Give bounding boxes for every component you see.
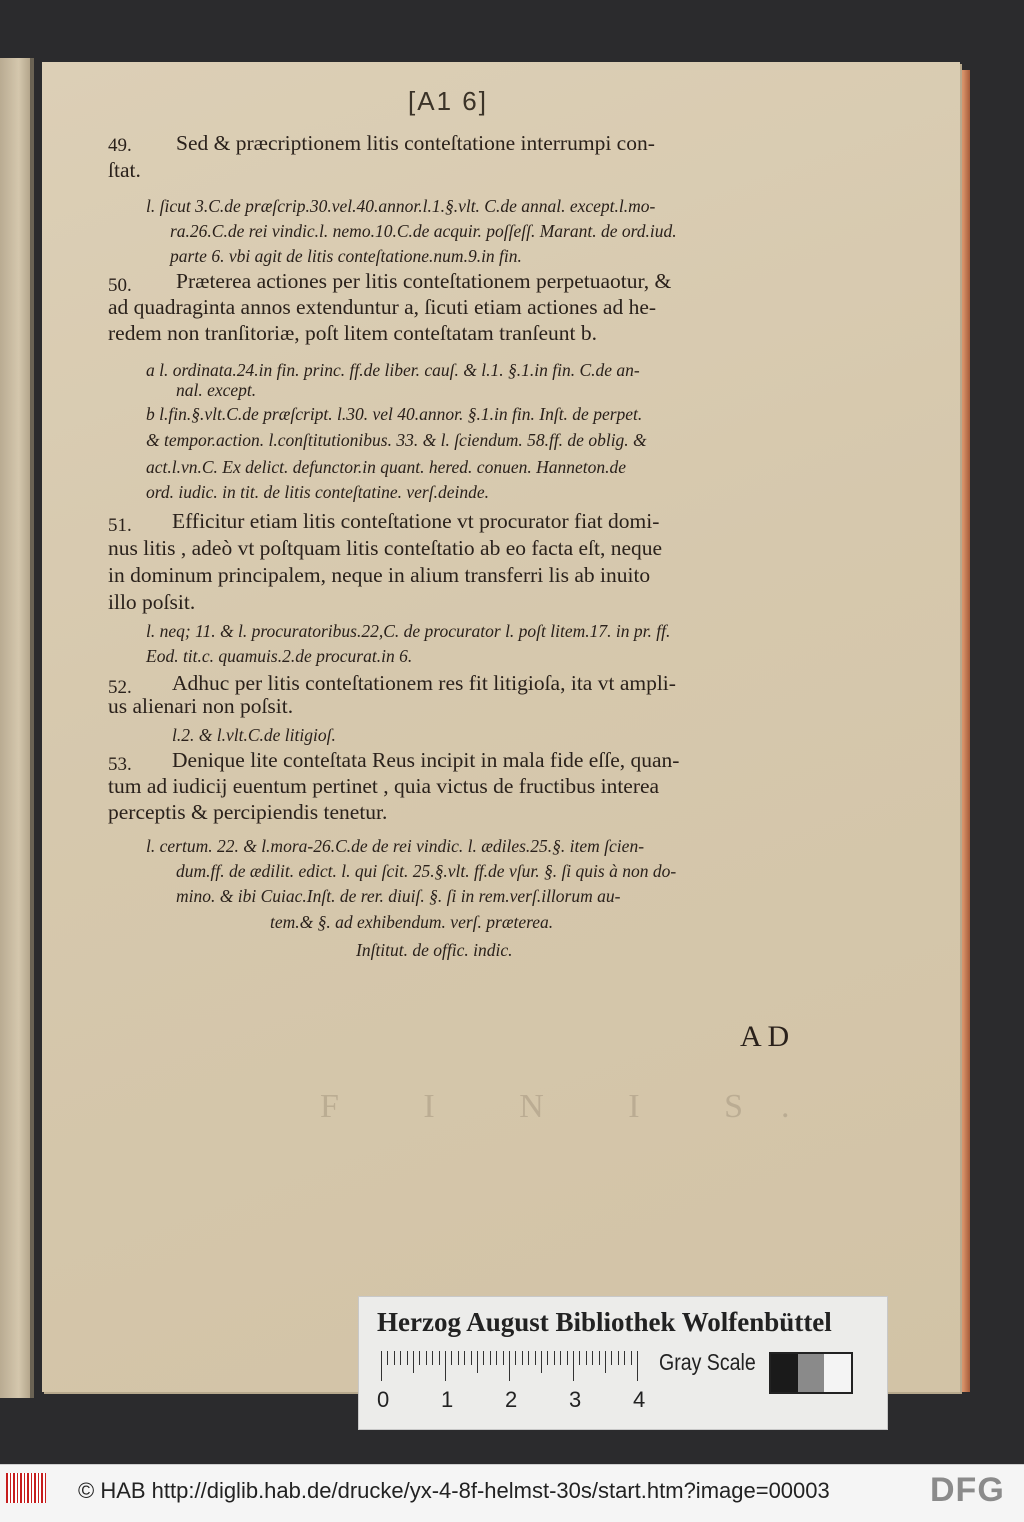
gray-scale-label: Gray Scale [659, 1349, 756, 1375]
ruler-tick [400, 1351, 401, 1365]
paragraph-line: nus litis , adeò vt poſtquam litis conteſtatio ab eo facta eſt, neque [108, 536, 663, 560]
ruler-tick [560, 1351, 561, 1365]
ruler-tick [477, 1351, 478, 1373]
measurement-ruler [381, 1351, 643, 1381]
ruler-tick [451, 1351, 452, 1365]
gray-scale-swatch [769, 1352, 853, 1394]
paragraph-line: us alienari non poſsit. [108, 694, 294, 718]
footnote-line: Inſtitut. de offic. indic. [356, 940, 513, 960]
ruler-tick [522, 1351, 523, 1365]
section-number: 49. [108, 135, 132, 156]
ruler-tick [381, 1351, 382, 1381]
ruler-tick [503, 1351, 504, 1365]
paragraph-line: ſtat. [108, 158, 141, 182]
ruler-tick [631, 1351, 632, 1365]
footnote-line: l. neq; 11. & l. procuratoribus.22,C. de procurator l. poſt litem.17. in pr. ff. [146, 621, 671, 641]
ruler-tick [567, 1351, 568, 1365]
ruler-tick [573, 1351, 574, 1381]
ruler-tick [426, 1351, 427, 1365]
paragraph-line: illo poſsit. [108, 590, 196, 614]
ruler-tick [471, 1351, 472, 1365]
footnote-line: act.l.vn.C. Ex delict. defunctor.in quant. hered. conuen. Hanneton.de [146, 457, 627, 477]
ruler-tick [407, 1351, 408, 1365]
ruler-tick [618, 1351, 619, 1365]
ruler-tick [432, 1351, 433, 1365]
ruler-tick [579, 1351, 580, 1365]
spine [30, 58, 34, 1398]
barcode-icon [6, 1473, 46, 1503]
scale-number: 3 [569, 1387, 582, 1412]
ruler-tick [464, 1351, 465, 1365]
paragraph-line: in dominum principalem, neque in alium transferri lis ab inuito [108, 563, 651, 587]
viewer-footer [0, 1464, 1024, 1522]
ruler-tick [541, 1351, 542, 1373]
shelfmark: [A1 6] [408, 86, 488, 116]
footnote-line: ord. iudic. in tit. de litis conteſtatine. verſ.deinde. [146, 482, 489, 502]
library-title: Herzog August Bibliothek Wolfenbüttel [377, 1307, 832, 1337]
footnote-line: Eod. tit.c. quamuis.2.de procurat.in 6. [146, 646, 413, 666]
ruler-tick [605, 1351, 606, 1373]
ruler-tick [554, 1351, 555, 1365]
footnote-line: nal. except. [176, 380, 257, 400]
footnote-line: mino. & ibi Cuiac.Inſt. de rer. diuiſ. §. ſi in rem.verſ.illorum au- [176, 886, 621, 906]
section-number: 52. [108, 677, 132, 698]
scale-number: 0 [377, 1387, 390, 1412]
ruler-tick [445, 1351, 446, 1381]
paragraph-line: perceptis & percipiendis tenetur. [108, 800, 388, 824]
paragraph-line: Præterea actiones per litis conteſtationem perpetuaotur, & [176, 269, 672, 293]
ruler-tick [624, 1351, 625, 1365]
ruler-tick [439, 1351, 440, 1365]
ruler-tick [458, 1351, 459, 1365]
ruler-tick [586, 1351, 587, 1365]
section-number: 53. [108, 754, 132, 775]
paragraph-line: ad quadraginta annos extenduntur a, ſicuti etiam actiones ad he- [108, 295, 657, 319]
footnote-line: l. certum. 22. & l.mora-26.C.de de rei vindic. l. ædiles.25.§. item ſcien- [146, 836, 645, 856]
ruler-tick [637, 1351, 638, 1381]
ruler-tick [419, 1351, 420, 1365]
footnote-line: l. ſicut 3.C.de præſcrip.30.vel.40.annor.l.1.§.vlt. C.de annal. except.l.mo- [146, 196, 656, 216]
ruler-tick [592, 1351, 593, 1365]
footnote-line: parte 6. vbi agit de litis conteſtatione.num.9.in fin. [170, 246, 522, 266]
facing-page-edge [0, 58, 34, 1398]
ruler-tick [535, 1351, 536, 1365]
footnote-line: & tempor.action. l.conſtitutionibus. 33. & l. ſciendum. 58.ff. de oblig. & [146, 430, 647, 450]
paragraph-line: Denique lite conteſtata Reus incipit in mala fide eſſe, quan- [172, 748, 680, 772]
section-number: 50. [108, 275, 132, 296]
ruler-tick [496, 1351, 497, 1365]
footnote-line: a l. ordinata.24.in fin. princ. ff.de liber. cauſ. & l.1. §.1.in fin. C.de an- [146, 360, 640, 380]
section-number: 51. [108, 515, 132, 536]
ruler-tick [599, 1351, 600, 1365]
footnote-line: b l.fin.§.vlt.C.de præſcript. l.30. vel 40.annor. §.1.in fin. Inſt. de perpet. [146, 404, 643, 424]
swatch-cell [771, 1354, 798, 1392]
ruler-tick [387, 1351, 388, 1365]
ruler-tick [483, 1351, 484, 1365]
ruler-tick [547, 1351, 548, 1365]
paragraph-line: Efficitur etiam litis conteſtatione vt procurator fiat domi- [172, 509, 660, 533]
paragraph-line: Sed & præcriptionem litis conteſtatione interrumpi con- [176, 131, 655, 155]
library-calibration-panel [358, 1296, 888, 1430]
ruler-tick [413, 1351, 414, 1373]
catchword: A D [740, 1020, 790, 1053]
footnote-line: tem.& §. ad exhibendum. verſ. præterea. [270, 912, 554, 932]
swatch-cell [798, 1354, 825, 1392]
footnote-line: dum.ff. de ædilit. edict. l. qui ſcit. 25.§.vlt. ff.de vſur. §. ſi quis à non do- [176, 861, 677, 881]
swatch-cell [824, 1354, 851, 1392]
footnote-line: l.2. & l.vlt.C.de litigioſ. [172, 725, 336, 745]
scale-number: 4 [633, 1387, 646, 1412]
ruler-tick [515, 1351, 516, 1365]
ruler-tick [528, 1351, 529, 1365]
paragraph-line: tum ad iudicij euentum pertinet , quia victus de fructibus interea [108, 774, 660, 798]
ruler-tick [509, 1351, 510, 1381]
ruler-tick [490, 1351, 491, 1365]
scale-number: 1 [441, 1387, 454, 1412]
ruler-tick [394, 1351, 395, 1365]
paragraph-line: Adhuc per litis conteſtationem res fit litigioſa, ita vt ampli- [172, 671, 676, 695]
scale-number: 2 [505, 1387, 518, 1412]
paragraph-line: redem non tranſitoriæ, poſt litem conteſtatam tranſeunt b. [108, 321, 597, 345]
footnote-line: ra.26.C.de rei vindic.l. nemo.10.C.de acquir. poſſeſſ. Marant. de ord.iud. [170, 221, 677, 241]
ruler-tick [611, 1351, 612, 1365]
source-url[interactable]: © HAB http://diglib.hab.de/drucke/yx-4-8f-helmst-30s/start.htm?image=00003 [78, 1478, 830, 1503]
dfg-logo: DFG [930, 1471, 1005, 1509]
bleed-through-text: F I N I S. [320, 1088, 828, 1125]
